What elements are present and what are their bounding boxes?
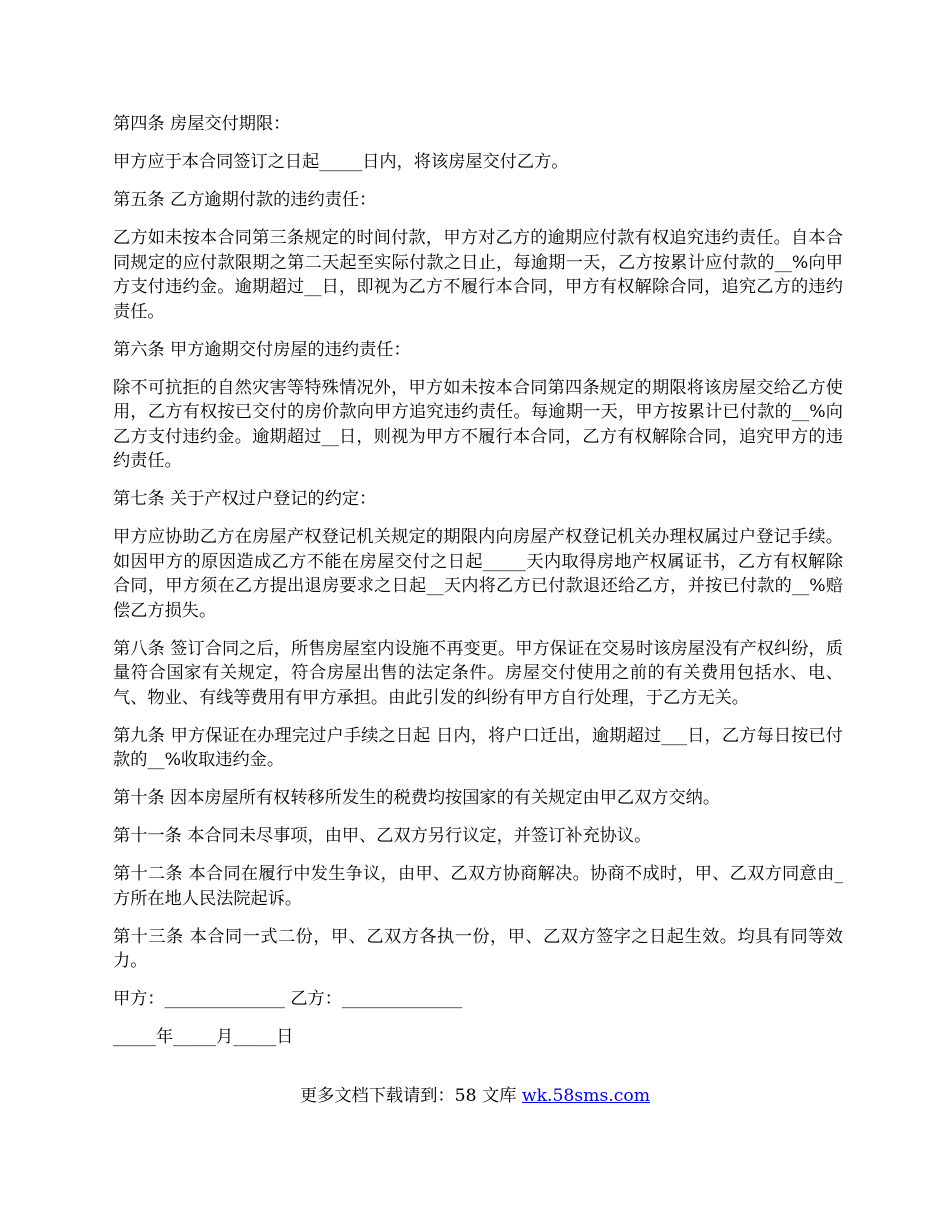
clause-5-heading: 第五条 乙方逾期付款的违约责任： bbox=[113, 190, 377, 210]
clause-10-text: 第十条 因本房屋所有权转移所发生的税费均按国家的有关规定由甲乙双方交纳。 bbox=[113, 788, 721, 808]
clause-6-heading: 第六条 甲方逾期交付房屋的违约责任： bbox=[113, 339, 411, 360]
clause-7-text: 甲方应协助乙方在房屋产权登记机关规定的期限内向房屋产权登记机关办理权属过户登记手续。如因甲方的原因造成乙方不能在房屋交付之日起_____天内取得房地产权属证书，乙方有权解除合同，甲方须在乙方提出退房要求之日起__天内将乙方已付款退还给乙方，并按已付款的__%赔偿乙方损失。 bbox=[113, 527, 843, 621]
footer bbox=[0, 1084, 950, 1108]
footer-link[interactable]: wk.58sms.com bbox=[521, 1086, 650, 1106]
signature-line: 甲方：______________ 乙方：______________ bbox=[113, 989, 463, 1009]
clause-5-text: 乙方如未按本合同第三条规定的时间付款，甲方对乙方的逾期应付款有权追究违约责任。自本合同规定的应付款限期之第二天起至实际付款之日止，每逾期一天，乙方按累计应付款的__%向甲方支付违约金。逾期超过__日，即视为乙方不履行本合同，甲方有权解除合同，追究乙方的违约责任。 bbox=[113, 228, 843, 322]
clause-11-text: 第十一条 本合同未尽事项，由甲、乙双方另行议定，并签订补充协议。 bbox=[113, 826, 652, 846]
clause-4-text: 甲方应于本合同签订之日起_____日内，将该房屋交付乙方。 bbox=[113, 152, 569, 172]
clause-12-text: 第十二条 本合同在履行中发生争议，由甲、乙双方协商解决。协商不成时，甲、乙双方同意由_方所在地人民法院起诉。 bbox=[113, 864, 843, 909]
contract-body bbox=[113, 112, 843, 1063]
clause-4-heading: 第四条 房屋交付期限： bbox=[113, 114, 291, 134]
footer-text: 更多文档下载请到：58 文库 bbox=[299, 1086, 522, 1106]
clause-9-text: 第九条 甲方保证在办理完过户手续之日起 日内，将户口迁出，逾期超过___日，乙方每日按已付款的__%收取违约金。 bbox=[113, 725, 843, 770]
clause-8-text: 第八条 签订合同之后，所售房屋室内设施不再变更。甲方保证在交易时该房屋没有产权纠纷，质量符合国家有关规定，符合房屋出售的法定条件。房屋交付使用之前的有关费用包括水、电、气、物业、有线等费用有甲方承担。由此引发的纠纷有甲方自行处理，于乙方无关。 bbox=[113, 638, 843, 708]
date-line: _____年_____月_____日 bbox=[113, 1027, 294, 1047]
clause-6-text: 除不可抗拒的自然灾害等特殊情况外，甲方如未按本合同第四条规定的期限将该房屋交给乙方使用，乙方有权按已交付的房价款向甲方追究违约责任。每逾期一天，甲方按累计已付款的__%向乙方支付违约金。逾期超过__日，则视为甲方不履行本合同，乙方有权解除合同，追究甲方的违约责任。 bbox=[113, 377, 843, 471]
clause-13-text: 第十三条 本合同一式二份，甲、乙双方各执一份，甲、乙双方签字之日起生效。均具有同等效力。 bbox=[113, 926, 843, 971]
clause-7-heading: 第七条 关于产权过户登记的约定： bbox=[113, 489, 377, 509]
